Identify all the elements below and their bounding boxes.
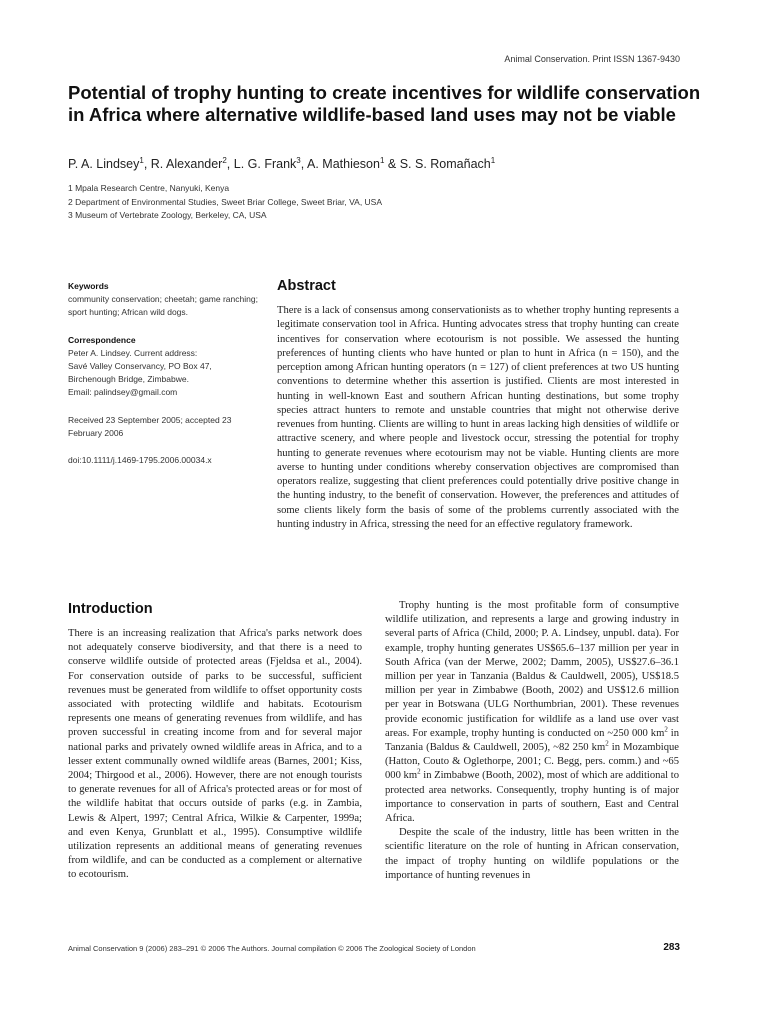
- author-name: S. S. Romañach: [399, 157, 491, 171]
- author-separator: &: [384, 157, 400, 171]
- paragraph-text: in Mozambique (Hatton, Couto & Oglethorpe, 2001; C. Begg, pers. comm.) and ~65 000 km: [385, 742, 679, 782]
- author-name: R. Alexander: [150, 157, 223, 171]
- author-name: A. Mathieson: [307, 157, 380, 171]
- abstract-text: There is a lack of consensus among conservationists as to whether trophy hunting represents a legitimate conservation tool in Africa. Hunting advocates stress that trophy hunting can create incentives for conservation where ecotourism is not possible. We assessed the hunting preferences of hunting clients who have hunted or plan to hunt in Africa (n = 150), and the perception among African hunting operators (n = 127) of client preferences at two US hunting conventions to determine whether this assertion is justified. Clients are most interested in hunting in well-known East and southern African hunting destinations, but some trophy species attract hunters to remote and unstable countries that might not otherwise derive revenues from hunting. Clients are willing to hunt in areas lacking high densities of wildlife or attractive scenery, and where people and livestock occur, stressing the potential for trophy hunting to generate revenues where ecotourism may not be viable. Hunting clients are more averse to hunting under conditions whereby conservation objectives are compromised than operators realize, suggesting that client preferences could potentially drive positive change in the hunting industry, to the benefit of conservation. However, the preferences and attitudes of some clients likely form the basis of some of the problems currently associated with the hunting industry in Africa, stressing the need for an effective regulatory framework.: [277, 305, 679, 530]
- author-affiliation-mark: 1: [490, 155, 496, 165]
- author-affiliation-mark: 2: [222, 155, 227, 165]
- article-title: Potential of trophy hunting to create incentives for wildlife conservation in Africa where alternative wildlife-based land uses may not be viable: [68, 82, 701, 125]
- author-name: P. A. Lindsey: [68, 157, 140, 171]
- superscript: 2: [417, 767, 421, 776]
- abstract-heading: Abstract: [277, 278, 336, 294]
- introduction-right-column: [385, 599, 679, 883]
- author-separator: ,: [226, 157, 234, 171]
- author-name: L. G. Frank: [233, 157, 297, 171]
- correspondence-line: Savé Valley Conservancy, PO Box 47,: [68, 361, 212, 372]
- paragraph-text: in Zimbabwe (Booth, 2002), most of which are additional to protected area networks. Consequently, trophy hunting is of major importance to conservation in parts of southern, East and Central Africa.: [385, 770, 679, 825]
- page-number: 283: [663, 942, 680, 953]
- author-list: [68, 157, 495, 171]
- paragraph-text: in Tanzania (Baldus & Cauldwell, 2005), ~82 250 km: [385, 727, 679, 754]
- article-info-sidebar: [68, 280, 263, 481]
- correspondence-block: [68, 334, 263, 400]
- affiliation-line: 1 Mpala Research Centre, Nanyuki, Kenya: [68, 183, 230, 193]
- author-separator: ,: [143, 157, 151, 171]
- doi-link[interactable]: doi:10.1111/j.1469-1795.2006.00034.x: [68, 455, 212, 466]
- correspondence-heading: Correspondence: [68, 334, 136, 345]
- correspondence-line: Peter A. Lindsey. Current address:: [68, 347, 198, 358]
- affiliations: [68, 182, 382, 223]
- body-paragraph: [385, 599, 679, 826]
- superscript: 2: [664, 725, 668, 734]
- paragraph-text: Trophy hunting is the most profitable form of consumptive wildlife utilization, and represents a large and growing industry in several parts of Africa (Child, 2000; P. A. Lindsey, unpubl. data). For example, trophy hunting generates US$65.6–137 million per year in South Africa (van der Merwe, 2002; Damm, 2005), US$27.6–36.1 million per year in Tanzania (Baldus & Cauldwell, 2005), US$18.5 million per year in Zimbabwe (Booth, 2002) and US$12.6 million per year in Botswana (ULG Northumbrian, 2001). These revenues provide economic justification for wildlife as a land use over vast areas. For example, trophy hunting is conducted on ~250 000 km: [385, 600, 679, 739]
- author-affiliation-mark: 1: [379, 155, 385, 165]
- keywords-text: community conservation; cheetah; game ranching; sport hunting; African wild dogs.: [68, 294, 258, 318]
- superscript: 2: [605, 739, 609, 748]
- body-paragraph: Despite the scale of the industry, little has been written in the scientific literature on the role of hunting in African conservation, the impact of trophy hunting on wildlife populations or the importance of hunting revenues in: [385, 827, 679, 881]
- affiliation-line: 2 Department of Environmental Studies, Sweet Briar College, Sweet Briar, VA, USA: [68, 196, 383, 207]
- affiliation-line: 3 Museum of Vertebrate Zoology, Berkeley, CA, USA: [68, 210, 267, 220]
- keywords-heading: Keywords: [68, 281, 109, 291]
- correspondence-line: Birchenough Bridge, Zimbabwe.: [68, 374, 189, 385]
- journal-header: Animal Conservation. Print ISSN 1367-9430: [504, 54, 680, 64]
- footer-citation: Animal Conservation 9 (2006) 283–291 © 2006 The Authors. Journal compilation © 2006 The Zoological Society of London: [68, 944, 476, 953]
- author-affiliation-mark: 1: [139, 155, 144, 165]
- correspondence-email[interactable]: Email: palindsey@gmail.com: [68, 387, 178, 398]
- author-separator: ,: [300, 157, 307, 171]
- keywords-block: [68, 280, 263, 320]
- author-affiliation-mark: 3: [296, 155, 301, 165]
- received-dates: Received 23 September 2005; accepted 23 February 2006: [68, 414, 232, 438]
- introduction-left-column: There is an increasing realization that Africa's parks network does not adequately conserve biodiversity, and that there is a need to conserve wildlife outside of protected areas (Fjeldsa et al., 2004). For conservation outside of parks to be successful, sufficient revenues must be generated from wildlife to offset opportunity costs associated with protecting wildlife and habitats. Ecotourism represents one means of generating revenues from wildlife, and has proven successful in creating income from and for several major national parks and privately owned wildlife areas in Africa, and to a lesser extent communally owned wildlife areas (Barnes, 2001; Kiss, 2004; Thirgood et al., 2006). However, there are not enough tourists to generate revenues for all of Africa's protected areas or for most of the wildlife habitat that occurs outside of parks (e.g. in Zambia, Lewis & Alpert, 1997; Central Africa, Wilkie & Carpenter, 1999a; and even Kenya, Grunblatt et al., 1995). Consumptive wildlife utilization represents an additional means of generating revenues from wildlife, and can be conducted as a complement or alternative to ecotourism.: [68, 628, 362, 881]
- introduction-heading: Introduction: [68, 601, 153, 617]
